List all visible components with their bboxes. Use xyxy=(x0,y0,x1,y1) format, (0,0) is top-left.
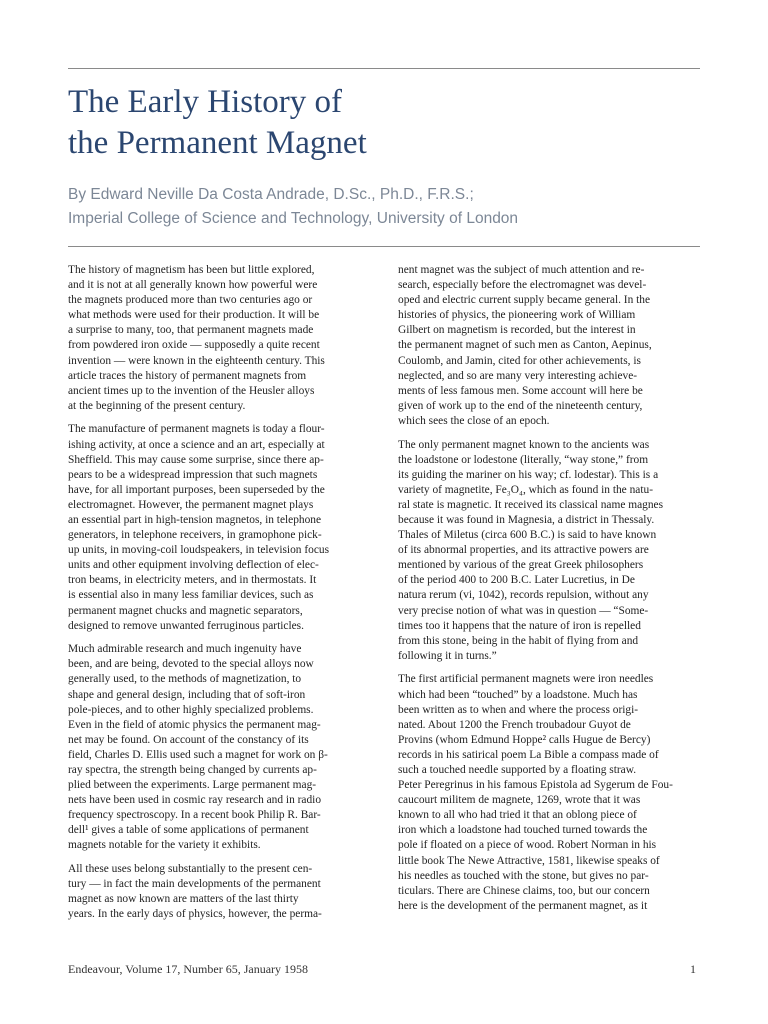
text-line: the loadstone or lodestone (literally, “way stone,” from xyxy=(398,453,649,466)
text-line: been written as to when and where the process origi- xyxy=(398,703,639,716)
text-line: records in his satirical poem La Bible a compass made of xyxy=(398,748,659,761)
text-line: generators, in telephone receivers, in gramophone pick- xyxy=(68,529,322,542)
text-line: little book The Newe Attractive, 1581, likewise speaks of xyxy=(398,854,660,867)
text-line: very precise notion of what was in question — “Some- xyxy=(398,604,649,617)
text-line: mentioned by various of the great Greek philosophers xyxy=(398,559,644,572)
text-line: magnet as now known are matters of the last thirty xyxy=(68,893,299,906)
text-line: is essential also in many less familiar devices, such as xyxy=(68,589,314,602)
text-line: Even in the field of atomic physics the permanent mag- xyxy=(68,718,321,731)
text-line: its guiding the mariner on his way; cf. lodestar). This is a xyxy=(398,468,659,481)
text-line: pears to be a widespread impression that such magnets xyxy=(68,468,318,481)
text-line: a surprise to many, too, that permanent magnets made xyxy=(68,324,314,337)
text-line: nets have been used in cosmic ray research and in radio xyxy=(68,794,322,807)
text-line: times too it happens that the nature of iron is repelled xyxy=(398,619,641,632)
text-line: histories of physics, the pioneering work of William xyxy=(398,309,636,322)
text-line: from powdered iron oxide — supposedly a quite recent xyxy=(68,339,320,352)
text-line: search, especially before the electromagnet was devel- xyxy=(398,279,647,292)
text-line: been, and are being, devoted to the special alloys now xyxy=(68,658,314,671)
text-line: following it in turns.” xyxy=(398,649,497,662)
body-paragraph xyxy=(398,263,710,429)
text-line: from this stone, being in the habit of flying from and xyxy=(398,634,639,647)
text-line: tury — in fact the main developments of the permanent xyxy=(68,878,321,891)
text-line: known to all who had tried it that an oblong piece of xyxy=(398,809,637,822)
text-line: here is the development of the permanent magnet, as it xyxy=(398,899,648,912)
text-line: article traces the history of permanent magnets from xyxy=(68,369,307,382)
text-line: The first artificial permanent magnets were iron needles xyxy=(398,673,654,686)
text-line: such a touched needle supported by a floating straw. xyxy=(398,764,637,776)
text-line: which had been “touched” by a loadstone. Much has xyxy=(398,688,638,701)
footer-citation: Endeavour, Volume 17, Number 65, January 1958 xyxy=(68,962,309,976)
text-line: because it was found in Magnesia, a district in Thessaly. xyxy=(398,514,655,526)
text-line: tron beams, in electricity meters, and in thermostats. It xyxy=(68,574,317,587)
text-line: his needles as touched with the stone, but gives no par- xyxy=(398,869,649,882)
title-line-2: the Permanent Magnet xyxy=(68,125,367,161)
text-line: up units, in moving-coil loudspeakers, in television focus xyxy=(68,544,330,557)
text-line: nent magnet was the subject of much attention and re- xyxy=(398,264,645,276)
author-byline xyxy=(68,183,708,231)
text-line: given of work up to the end of the nineteenth century, xyxy=(398,399,643,412)
text-line: pole if floated on a piece of wood. Robert Norman in his xyxy=(398,839,657,852)
text-line: Sheffield. This may cause some surprise, since there ap- xyxy=(68,453,324,466)
left-text-column xyxy=(68,263,380,931)
text-line: have, for all important purposes, been superseded by the xyxy=(68,483,325,496)
text-line: Gilbert on magnetism is recorded, but the interest in xyxy=(398,324,636,337)
text-line: which sees the close of an epoch. xyxy=(398,414,550,427)
text-line: ral state is magnetic. It received its classical name magnes xyxy=(398,498,664,511)
right-text-column xyxy=(398,263,710,922)
text-line: ishing activity, at once a science and an art, especially at xyxy=(68,438,325,451)
text-line: the permanent magnet of such men as Canton, Aepinus, xyxy=(398,339,652,352)
text-line: what methods were used for their production. It will be xyxy=(68,309,320,322)
text-line: magnets notable for the variety it exhibits. xyxy=(68,839,261,852)
page-number: 1 xyxy=(690,962,696,976)
text-line: Much admirable research and much ingenuity have xyxy=(68,643,302,656)
text-line: The only permanent magnet known to the ancients was xyxy=(398,438,650,451)
text-line: net may be found. On account of the constancy of its xyxy=(68,733,309,746)
text-line: Thales of Miletus (circa 600 B.C.) is said to have known xyxy=(398,529,657,542)
body-paragraph xyxy=(68,642,380,853)
text-line: All these uses belong substantially to the present cen- xyxy=(68,863,313,876)
text-line: ticulars. There are Chinese claims, too, but our concern xyxy=(398,884,650,897)
text-line: designed to remove unwanted ferruginous particles. xyxy=(68,619,304,632)
text-line: ments of less famous men. Some account will here be xyxy=(398,384,643,397)
byline-affiliation: Imperial College of Science and Technology, University of London xyxy=(68,210,519,227)
title-line-1: The Early History of xyxy=(68,84,343,120)
text-line: The manufacture of permanent magnets is today a flour- xyxy=(68,423,325,436)
text-line: of its abnormal properties, and its attractive powers are xyxy=(398,544,649,557)
text-line: ray spectra, the strength being changed by currents ap- xyxy=(68,764,317,776)
text-line: natura rerum (vi, 1042), records repulsion, without any xyxy=(398,589,649,602)
text-line: field, Charles D. Ellis used such a magnet for work on β- xyxy=(68,748,328,761)
text-line: oped and electric current supply became general. In the xyxy=(398,294,651,307)
text-line: iron which a loadstone had touched turned towards the xyxy=(398,824,648,837)
text-line: ancient times up to the invention of the Heusler alloys xyxy=(68,384,315,397)
text-line: and it is not at all generally known how powerful were xyxy=(68,279,318,292)
text-line: pole-pieces, and to other highly specialized problems. xyxy=(68,703,314,716)
text-line: electromagnet. However, the permanent magnet plays xyxy=(68,498,314,511)
article-title xyxy=(68,82,708,164)
text-line: of the period 400 to 200 B.C. Later Lucretius, in De xyxy=(398,574,635,587)
text-line: Provins (whom Edmund Hoppe² calls Hugue de Bercy) xyxy=(398,733,651,746)
text-line: invention — were known in the eighteenth century. This xyxy=(68,354,325,367)
top-rule xyxy=(68,68,700,69)
text-line: units and other equipment involving deflection of elec- xyxy=(68,559,319,572)
header-divider-rule xyxy=(68,246,700,247)
body-paragraph xyxy=(68,862,380,922)
text-line: dell¹ gives a table of some applications of permanent xyxy=(68,824,309,837)
body-paragraph xyxy=(398,438,710,664)
body-paragraph xyxy=(68,263,380,414)
text-line: permanent magnet chucks and magnetic separators, xyxy=(68,604,303,617)
text-line: neglected, and so are many very interesting achieve- xyxy=(398,369,638,382)
text-line: Peter Peregrinus in his famous Epistola ad Sygerum de Fou- xyxy=(398,779,673,792)
text-line: Coulomb, and Jamin, cited for other achievements, is xyxy=(398,354,641,367)
text-line: generally used, to the methods of magnetization, to xyxy=(68,673,302,686)
text-line: years. In the early days of physics, however, the perma- xyxy=(68,908,322,921)
text-line: the magnets produced more than two centuries ago or xyxy=(68,294,313,307)
text-line: at the beginning of the present century. xyxy=(68,399,246,412)
text-line: variety of magnetite, Fe₃O₄, which as found in the natu- xyxy=(398,483,653,496)
text-line: frequency spectroscopy. In a recent book Philip R. Bar- xyxy=(68,809,321,822)
text-line: plied between the experiments. Large permanent mag- xyxy=(68,779,317,792)
text-line: an essential part in high-tension magnetos, in telephone xyxy=(68,514,322,526)
text-line: nated. About 1200 the French troubadour Guyot de xyxy=(398,718,631,731)
text-line: shape and general design, including that of soft-iron xyxy=(68,688,306,701)
text-line: caucourt militem de magnete, 1269, wrote that it was xyxy=(398,794,641,807)
text-line: The history of magnetism has been but little explored, xyxy=(68,264,315,276)
byline-author: By Edward Neville Da Costa Andrade, D.Sc., Ph.D., F.R.S.; xyxy=(68,186,474,203)
body-paragraph xyxy=(398,672,710,914)
body-paragraph xyxy=(68,422,380,633)
